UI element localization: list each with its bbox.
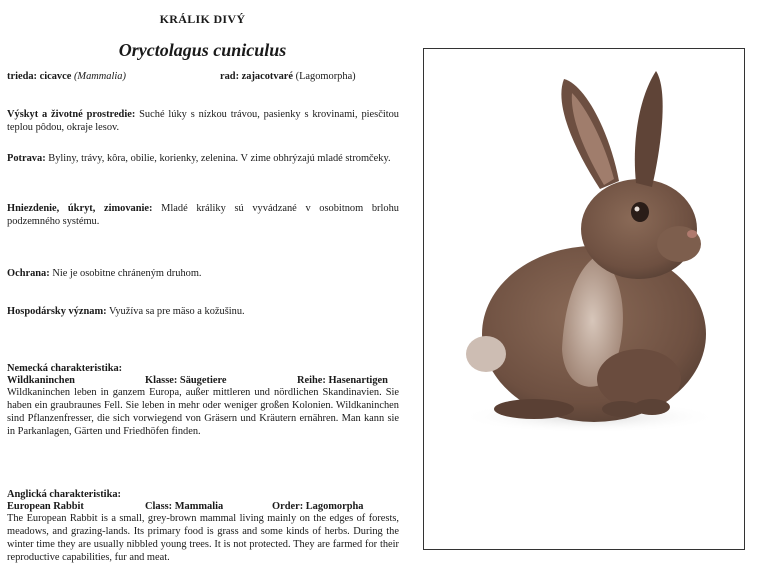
- hniezdenie-text: Mladé králiky sú vyvádzané v osobitnom brlohu podzemného systému.: [7, 203, 399, 227]
- english-text: The European Rabbit is a small, grey-brown mammal living mainly on the edges of forests, meadows, and grazing-lands. Its primary food is grass and some kinds of herbs. During the winter time they are usually nibbled young trees. It is not protected. They are farmed for their reproductive capabilities, fur and meat.: [7, 513, 399, 563]
- latin-name: Oryctolagus cuniculus: [118, 40, 287, 60]
- german-klasse: Klasse: Säugetiere: [145, 375, 227, 386]
- classification-class: [7, 70, 126, 83]
- rabbit-tail: [466, 336, 506, 372]
- classification-order: [220, 70, 356, 83]
- vyskyt-text: Suché lúky s nízkou trávou, pasienky s krovinami, piesčitou teplou pôdou, okraje lesov.: [7, 109, 399, 133]
- hospodarsky-label: Hospodársky význam:: [7, 306, 107, 317]
- german-name: Wildkaninchen: [7, 375, 75, 386]
- section-hospodarsky: [7, 305, 399, 318]
- rad-latin: (Lagomorpha): [295, 71, 356, 82]
- potrava-label: Potrava:: [7, 153, 46, 164]
- rabbit-haunch: [597, 349, 681, 409]
- english-name: European Rabbit: [7, 501, 84, 512]
- hniezdenie-label: Hniezdenie, úkryt, zimovanie:: [7, 203, 153, 214]
- rabbit-eye-highlight: [635, 207, 640, 212]
- english-order: Order: Lagomorpha: [272, 501, 364, 512]
- trieda-label: trieda:: [7, 71, 38, 82]
- ochrana-label: Ochrana:: [7, 268, 50, 279]
- rabbit-photo-frame: [423, 48, 745, 550]
- hospodarsky-text: Využíva sa pre mäso a kožušinu.: [109, 306, 245, 317]
- rabbit-eye: [631, 202, 649, 222]
- rabbit-hind-foot: [494, 399, 574, 419]
- section-potrava: [7, 152, 399, 165]
- section-hniezdenie: [7, 202, 399, 228]
- german-heading: Nemecká charakteristika:: [7, 363, 123, 374]
- english-heading: Anglická charakteristika:: [7, 489, 122, 500]
- section-ochrana: [7, 267, 399, 280]
- rabbit-ear-right: [635, 71, 663, 187]
- trieda-value: cicavce: [39, 71, 72, 82]
- potrava-text: Byliny, trávy, kôra, obilie, korienky, zelenina. V zime obhrýzajú mladé stromčeky.: [48, 153, 391, 164]
- rad-value: zajacotvaré: [241, 71, 294, 82]
- section-vyskyt: [7, 108, 399, 134]
- rabbit-nose: [687, 230, 697, 238]
- trieda-latin: (Mammalia): [73, 71, 126, 82]
- german-text: Wildkaninchen leben in ganzem Europa, außer mittleren und nördlichen Skandinavien. Sie haben ein graubraunes Fell. Sie leben in mehr oder weniger großen Kolonien. Wildkaninchen sind Pflanzenfresser, die sich vorwiegend von Gräsern und Kräutern ernähren. Man kann sie in Parkanlagen, Gärten und Friedhöfen finden.: [7, 387, 399, 437]
- ochrana-text: Nie je osobitne chráneným druhom.: [52, 268, 202, 279]
- page-title: KRÁLIK DIVÝ: [159, 12, 246, 26]
- rabbit-illustration: [424, 49, 744, 549]
- rad-label: rad:: [220, 71, 240, 82]
- vyskyt-label: Výskyt a životné prostredie:: [7, 109, 136, 120]
- rabbit-front-paw-right: [634, 399, 670, 415]
- german-reihe: Reihe: Hasenartigen: [297, 375, 388, 386]
- english-class: Class: Mammalia: [145, 501, 224, 512]
